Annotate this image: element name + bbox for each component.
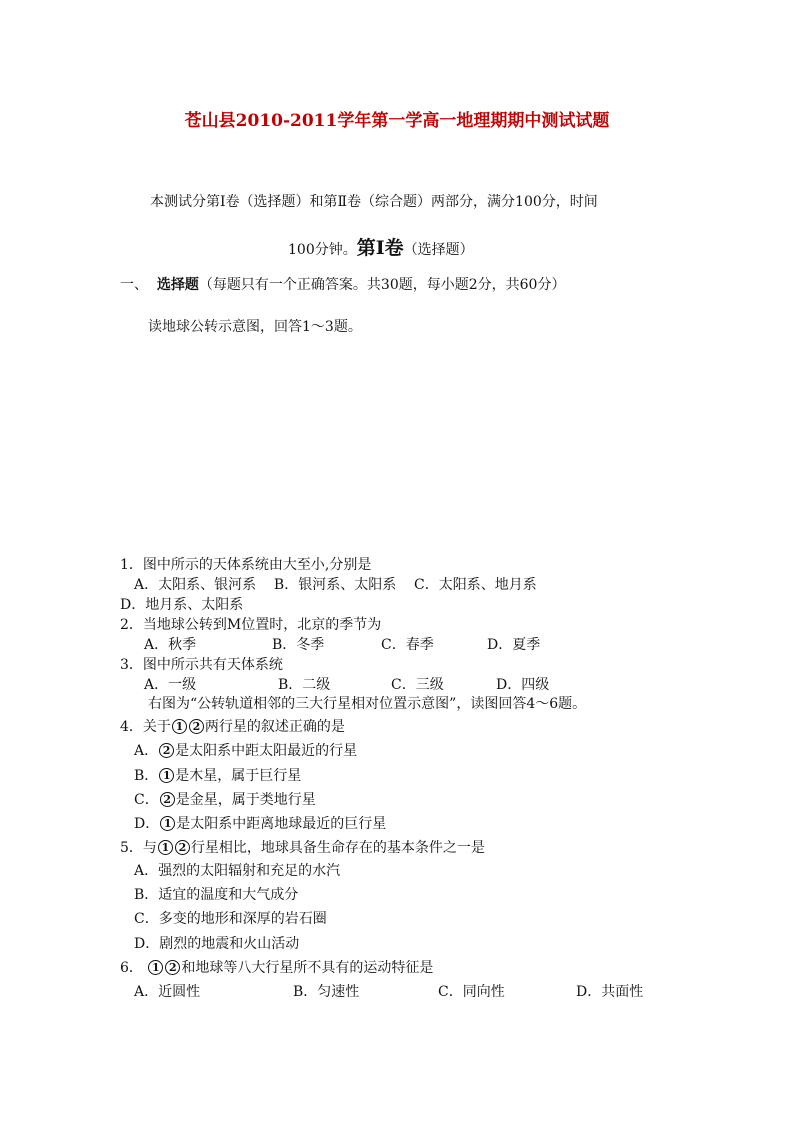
intro-duration: 100分钟。: [288, 242, 357, 258]
option-letter: C．: [134, 792, 159, 808]
option-text: 是太阳系中距离地球最近的巨行星: [176, 816, 387, 832]
option-text: 是木星，属于巨行星: [175, 768, 302, 784]
section-number: 一、: [120, 277, 148, 293]
question-2-option-b: B．冬季: [272, 637, 325, 653]
question-number: 5．与: [120, 840, 157, 856]
question-4-option-c: [134, 790, 316, 810]
figure-placeholder: [148, 348, 648, 543]
circled-number: 1: [159, 768, 174, 783]
option-text: 是太阳系中距太阳最近的行星: [175, 743, 358, 759]
question-6-option-a: A．近圆性: [134, 984, 201, 1000]
intro-text-line2: [288, 233, 474, 260]
question-text: 两行星的叙述正确的是: [204, 719, 345, 735]
question-1-option-d: D．地月系、太阳系: [120, 597, 244, 613]
circled-number: 1: [160, 816, 175, 831]
question-3-option-c: C．三级: [391, 677, 444, 693]
question-6-stem: [120, 958, 433, 978]
page-title: 苍山县2010-2011学年第一学高一地理期期中测试试题: [184, 111, 610, 131]
question-2-option-c: C．春季: [381, 637, 434, 653]
question-5-option-c: C．多变的地形和深厚的岩石圈: [134, 911, 327, 927]
circled-number-2: 2: [165, 960, 180, 975]
option-letter: D．: [134, 816, 160, 832]
question-4-stem: [120, 717, 345, 737]
question-2-option-a: A．秋季: [144, 637, 197, 653]
question-text: 行星相比，地球具备生命存在的基本条件之一是: [190, 840, 485, 856]
question-1-options: A．太阳系、银河系 B．银河系、太阳系 C．太阳系、地月系: [134, 577, 537, 593]
question-text: 和地球等八大行星所不具有的运动特征是: [181, 960, 434, 976]
question-number: 6．: [120, 960, 143, 976]
volume-heading: 第Ⅰ卷: [356, 237, 404, 259]
reading-instruction: 读地球公转示意图，回答1～3题。: [148, 319, 362, 335]
question-3-stem: 3．图中所示共有天体系统: [120, 657, 283, 673]
question-5-stem: [120, 838, 485, 858]
question-2-option-d: D．夏季: [487, 637, 541, 653]
option-text: 是金星，属于类地行星: [175, 792, 316, 808]
question-number: 4．关于: [120, 719, 171, 735]
question-6-option-b: B．匀速性: [293, 984, 360, 1000]
question-6-option-c: C．同向性: [438, 984, 505, 1000]
volume-subtitle: （选择题）: [403, 242, 474, 258]
circled-number: 2: [160, 792, 175, 807]
question-5-option-d: D．剧烈的地震和火山活动: [134, 936, 300, 952]
question-6-option-d: D．共面性: [576, 984, 644, 1000]
reading-instruction-2: 右图为“公转轨道相邻的三大行星相对位置示意图”，读图回答4～6题。: [148, 696, 587, 712]
question-3-option-d: D．四级: [496, 677, 550, 693]
option-letter: A．: [134, 743, 159, 759]
question-4-option-b: [134, 766, 301, 786]
circled-number-2: 2: [175, 840, 190, 855]
question-3-option-a: A．一级: [144, 677, 197, 693]
question-4-option-d: [134, 814, 386, 834]
intro-text: 本测试分第Ⅰ卷（选择题）和第Ⅱ卷（综合题）两部分，满分100分，时间: [150, 194, 598, 210]
circled-number: 2: [159, 743, 174, 758]
question-4-option-a: [134, 741, 357, 761]
circled-number-1: 1: [148, 960, 163, 975]
question-5-option-b: B．适宜的温度和大气成分: [134, 887, 299, 903]
circled-number-2: 2: [189, 719, 204, 734]
section-heading: [120, 274, 565, 294]
question-5-option-a: A．强烈的太阳辐射和充足的水汽: [134, 863, 341, 879]
option-letter: B．: [134, 768, 159, 784]
section-description: （每题只有一个正确答案。共30题，每小题2分，共60分）: [198, 277, 566, 293]
question-3-option-b: B．二级: [278, 677, 331, 693]
circled-number-1: 1: [172, 719, 187, 734]
circled-number-1: 1: [158, 840, 173, 855]
question-2-stem: 2．当地球公转到M位置时，北京的季节为: [120, 617, 382, 633]
section-title: 选择题: [156, 277, 199, 293]
question-1-stem: 1．图中所示的天体系统由大至小,分别是: [120, 557, 372, 573]
